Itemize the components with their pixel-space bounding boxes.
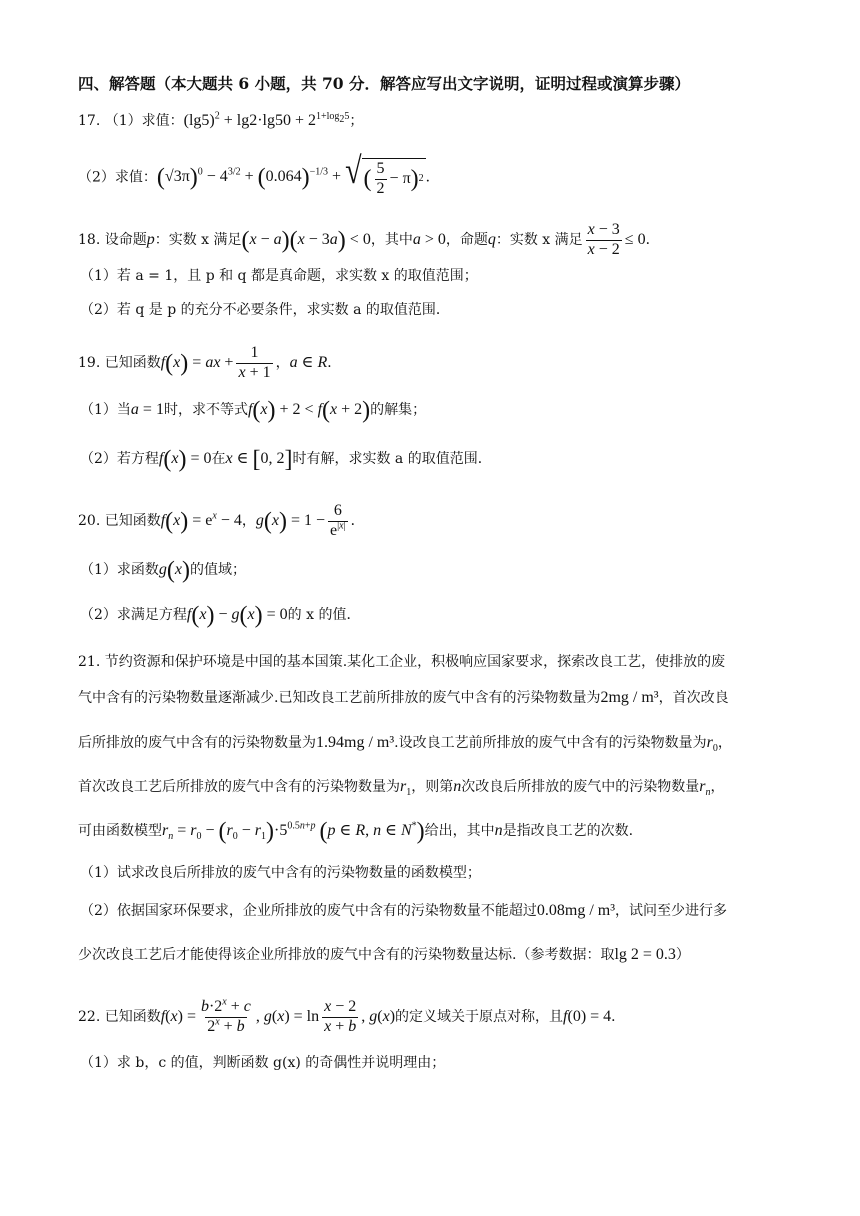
q21-l2-b: ，首次改良 xyxy=(658,690,729,706)
q21-l4-b: ，则第 xyxy=(411,779,454,795)
q21-l4-a: 首次改良工艺后所排放的废气中含有的污染物数量为 xyxy=(78,779,400,795)
q19-stem-a: 19. 已知函数 xyxy=(78,354,161,371)
q18-stem-a: 18. 设命题 xyxy=(78,231,147,248)
q20-stem-c: ． xyxy=(350,512,365,529)
q19-p2-c: 时有解，求实数 a 的取值范围． xyxy=(292,451,492,467)
q17-p1-suffix: ； xyxy=(349,113,364,129)
q21-line5: 可由函数模型$r_n = r_0 - (r_0 - r_1)\cdot 5^{0.5n+p}$ (p ∈ R, n ∈ N*)给出，其中n是指改良工艺的次数. xyxy=(78,818,634,845)
q22-stem-c: ． xyxy=(611,1008,626,1025)
q17-p1-prefix: 17. （1）求值： xyxy=(78,113,184,129)
q19-stem: 19. 已知函数f(x) = ax + $\frac{1}{x + 1}$ ，a ∈ R． xyxy=(78,344,342,381)
q19-stem-b: ， xyxy=(275,354,290,371)
q21-p2-c-b: ） xyxy=(675,947,690,963)
q21-l5-c: 是指改良工艺的次数. xyxy=(502,823,634,839)
q17-p1-expr: $(\lg 5)^2 + \lg 2\cdot\lg 50 + 2^{1+log_25}$ xyxy=(183,110,350,129)
q21-line3: 后所排放的废气中含有的污染物数量为1.94mg / m³.设改良工艺前所排放的废气中含有的污染物数量为$r_0$， xyxy=(78,734,732,755)
section-heading: 四、解答题（本大题共 6 小题，共 70 分．解答应写出文字说明，证明过程或演算步骤） xyxy=(78,74,690,93)
q18-stem-c: ，其中 xyxy=(370,231,413,248)
q22-stem-a: 22. 已知函数 xyxy=(78,1008,161,1025)
q20-stem-b: ， xyxy=(241,512,256,529)
q20-p2-b: 的 x 的值． xyxy=(287,607,361,623)
q21-reference: lg 2 = 0.3 xyxy=(614,946,676,963)
q19-stem-c: ． xyxy=(327,354,342,371)
q19-p1-b: 时，求不等式 xyxy=(163,402,248,418)
q20-part1: （1）求函数g(x)的值域； xyxy=(80,557,247,584)
q20-p2-a: （2）求满足方程 xyxy=(80,607,187,623)
q17-part1 xyxy=(78,111,363,131)
q18-stem-b: ：实数 x 满足 xyxy=(154,231,242,248)
q20-part2: （2）求满足方程f(x) − g(x) = 0的 x 的值． xyxy=(80,602,361,629)
q21-l2-a: 气中含有的污染物数量逐渐减少.已知改良工艺前所排放的废气中含有的污染物数量为 xyxy=(78,690,601,706)
q21-l3-c: ， xyxy=(717,735,732,751)
q19-p1-a: （1）当 xyxy=(80,402,131,418)
q21-value-before: 2mg / m³ xyxy=(600,689,659,706)
q21-value-first: 1.94mg / m³ xyxy=(316,734,395,751)
q20-stem: 20. 已知函数$f(x) = e^x - 4$，g(x) = 1 − $\frac{6}{e^{|x|}}$ ． xyxy=(78,502,365,539)
q17-part2 xyxy=(78,150,440,198)
q21-l5-a: 可由函数模型 xyxy=(78,823,162,839)
q17-p2-expr: $(√3\pi)^0 - 4^{3/2} + (0.064)^{-1/3}$ + √ ( $\frac{5}{2}$ − π ) 2 xyxy=(156,150,424,197)
q21-l4-c: 次改良后所排放的废气中的污染物数量 xyxy=(461,779,700,795)
q20-p1-b: 的值域； xyxy=(190,562,247,578)
q21-p2-b: ，试问至少进行多 xyxy=(615,903,728,919)
q22-part1: （1）求 b，c 的值，判断函数 g(x) 的奇偶性并说明理由； xyxy=(80,1055,446,1071)
q21-p2-a: （2）依据国家环保要求，企业所排放的废气中含有的污染物数量不能超过 xyxy=(80,903,537,919)
q17-p2-prefix: （2）求值： xyxy=(78,169,157,186)
q17-p2-suffix: ． xyxy=(425,169,440,186)
q18-stem-f: ． xyxy=(645,231,660,248)
q21-line2 xyxy=(78,688,729,708)
q22-stem-b: 的定义域关于原点对称，且 xyxy=(395,1008,564,1025)
q19-part1: （1）当a = 1时，求不等式f(x) + 2 < f(x + 2)的解集； xyxy=(80,397,427,424)
q21-l4-d: ， xyxy=(710,779,725,795)
q21-part1: （1）试求改良后所排放的废气中含有的污染物数量的函数模型； xyxy=(80,865,481,881)
q21-l3-a: 后所排放的废气中含有的污染物数量为 xyxy=(78,735,316,751)
q19-p2-b: 在 xyxy=(211,451,226,467)
q20-stem-a: 20. 已知函数 xyxy=(78,512,161,529)
q21-line1: 21. 节约资源和保护环境是中国的基本国策.某化工企业，积极响应国家要求，探索改良工艺，使排放的废 xyxy=(78,654,726,670)
q19-p2-a: （2）若方程 xyxy=(80,451,159,467)
q18-stem-e: ：实数 x 满足 xyxy=(495,231,583,248)
q19-p1-c: 的解集； xyxy=(370,402,427,418)
q21-l3-b: .设改良工艺前所排放的废气中含有的污染物数量为 xyxy=(394,735,707,751)
q18-part1: （1）若 a = 1，且 p 和 q 都是真命题，求实数 x 的取值范围； xyxy=(80,268,478,284)
q18-part2: （2）若 q 是 p 的充分不必要条件，求实数 a 的取值范围． xyxy=(80,302,450,318)
q22-stem: 22. 已知函数f(x) = $\frac{b\cdot 2^x + c}{2^x + b}$ , g(x) = ln $\frac{x - 2}{x + b}$ , g(x)的定义域关于原点对称，且f(0) = 4． xyxy=(78,996,626,1035)
q21-part2-cont xyxy=(78,945,690,965)
q18-stem: 18. 设命题p：实数 x 满足(x − a)(x − 3a) < 0，其中a > 0，命题q：实数 x 满足 $\frac{x - 3}{x - 2}$ ≤ 0． xyxy=(78,221,660,258)
q21-part2 xyxy=(80,901,727,921)
q21-line4: 首次改良工艺后所排放的废气中含有的污染物数量为$r_1$，则第n次改良后所排放的废气中的污染物数量$r_n$， xyxy=(78,778,725,799)
q20-p1-a: （1）求函数 xyxy=(80,562,159,578)
q21-value-limit: 0.08mg / m³ xyxy=(536,902,616,919)
q21-p2-c-a: 少次改良工艺后才能使得该企业所排放的废气中含有的污染物数量达标.（参考数据：取 xyxy=(78,947,615,963)
q18-stem-d: ，命题 xyxy=(445,231,488,248)
q19-part2: （2）若方程f(x) = 0在x ∈ [0, 2]时有解，求实数 a 的取值范围． xyxy=(80,446,492,473)
q21-l5-b: 给出，其中 xyxy=(424,823,495,839)
